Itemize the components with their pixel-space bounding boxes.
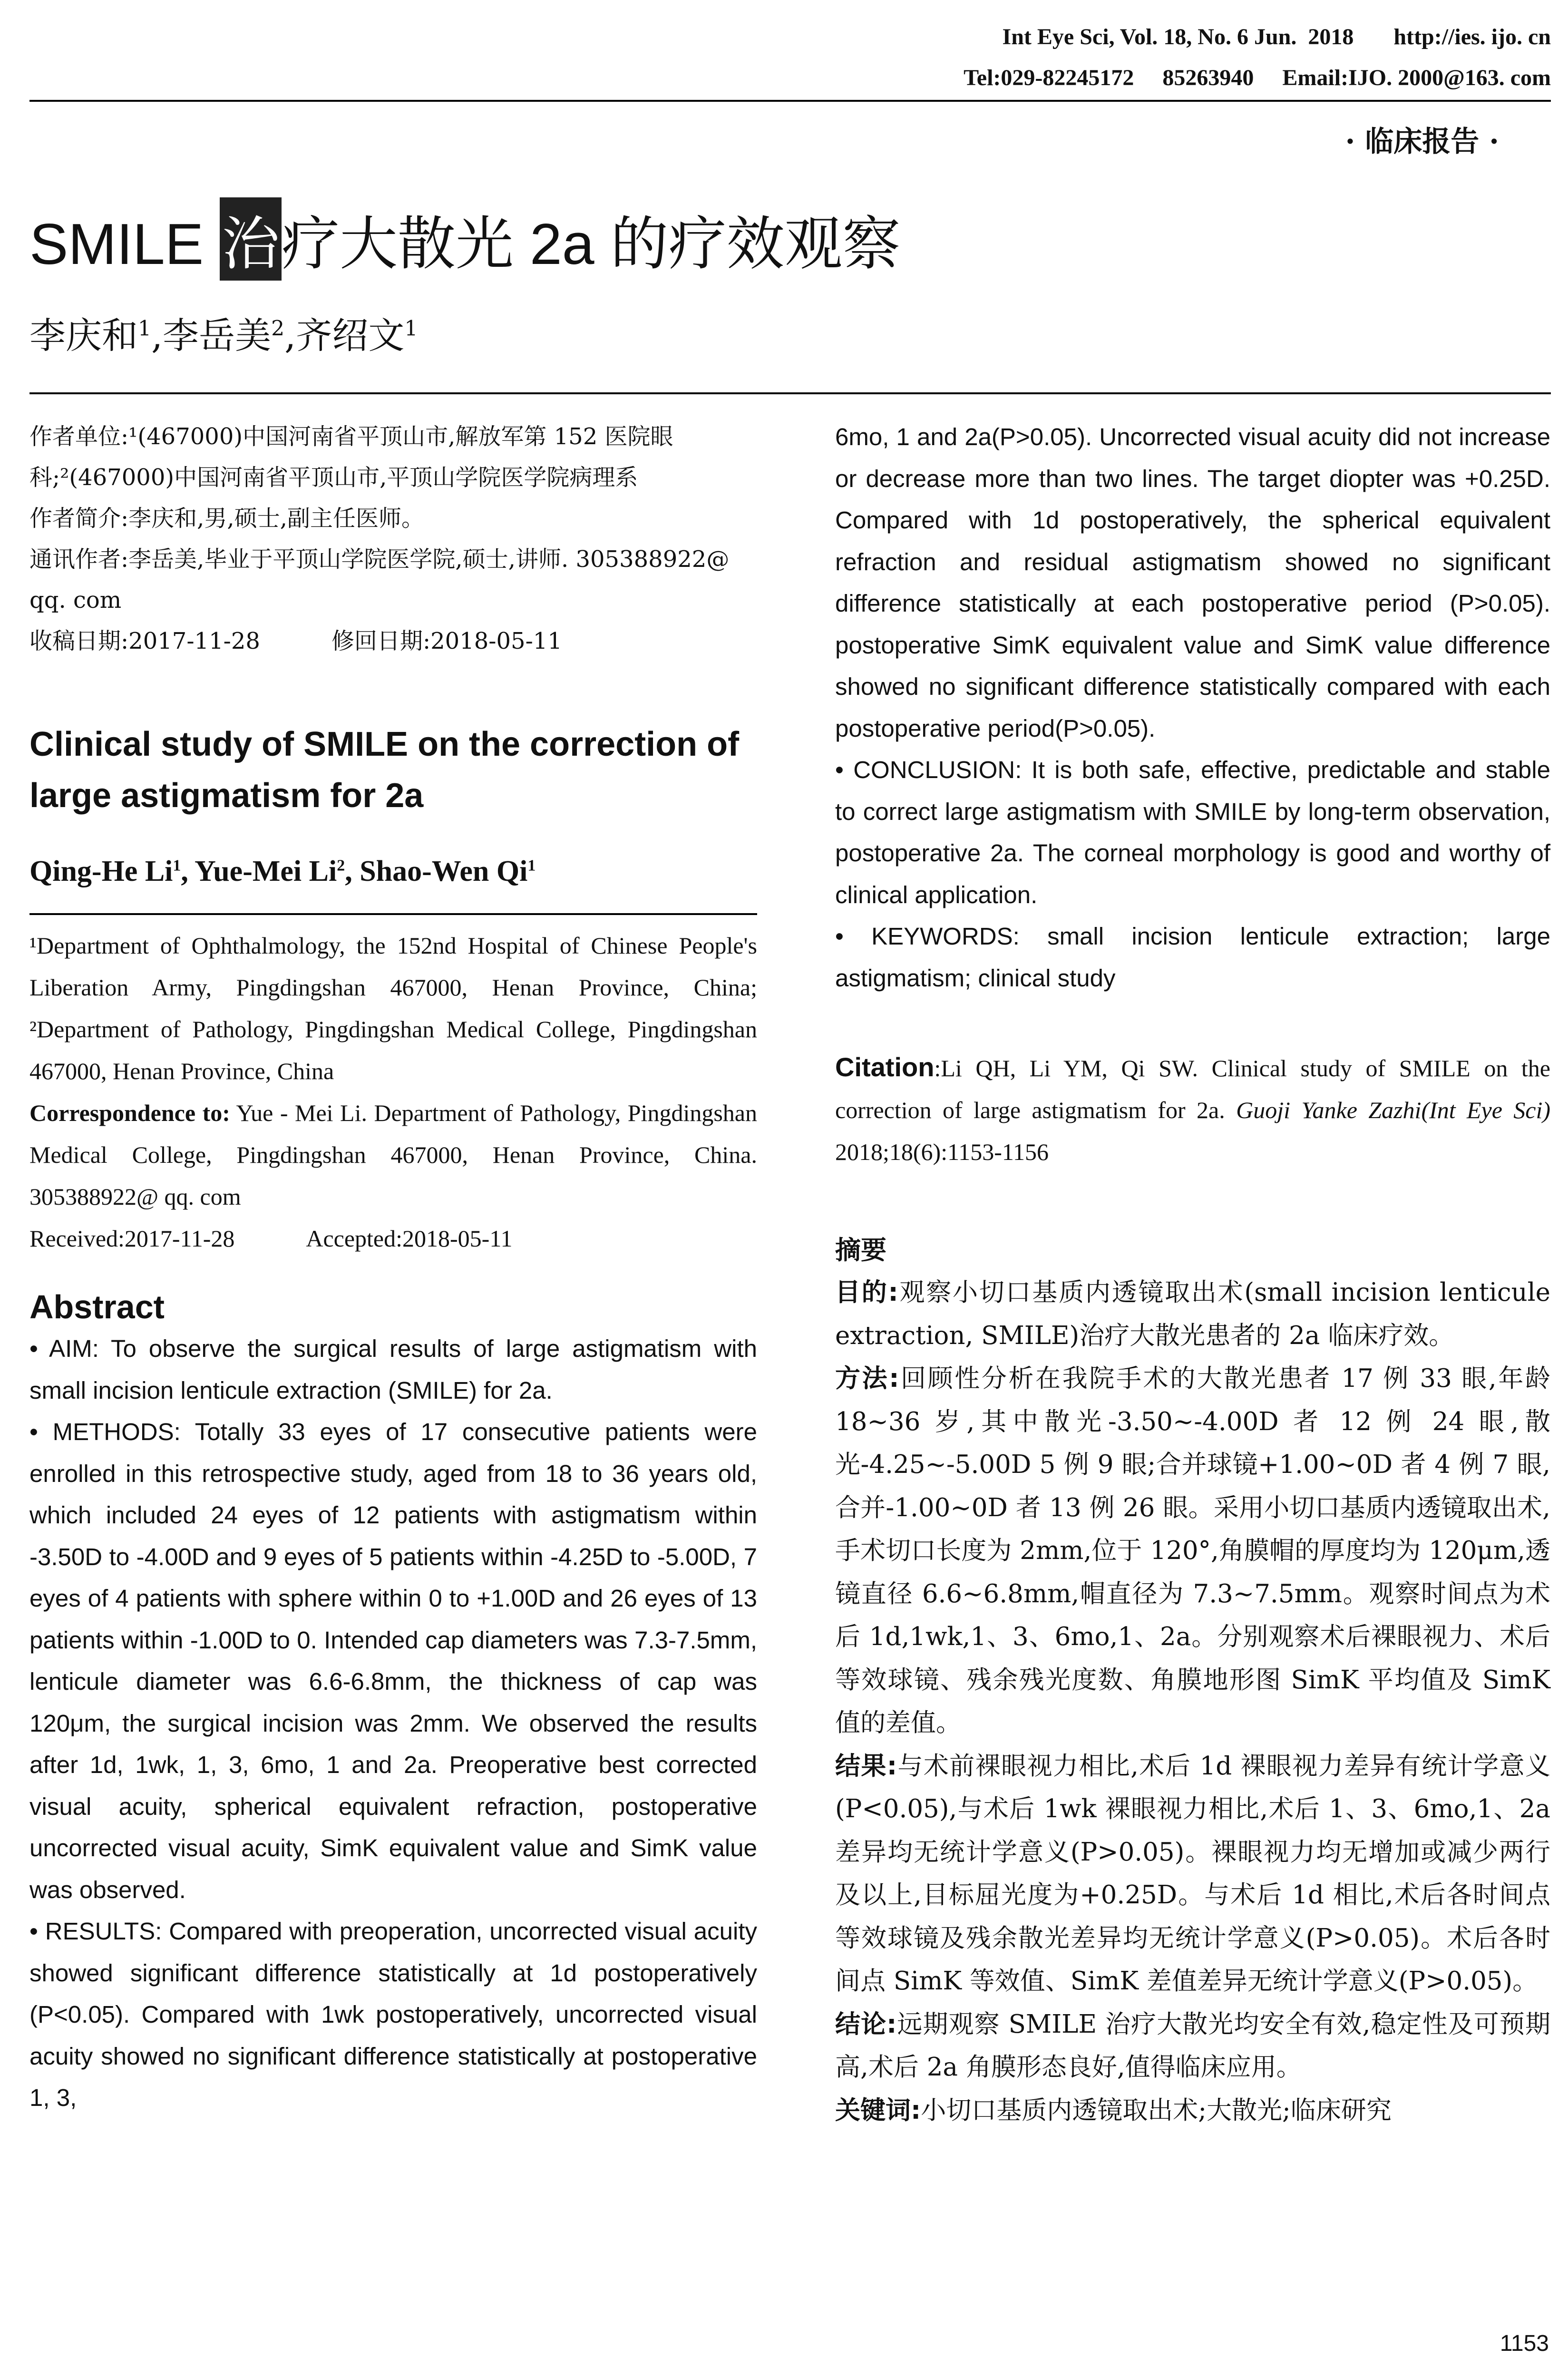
paper-title-cn — [29, 197, 901, 281]
author-name: 李庆和 — [29, 314, 138, 357]
title-part-2: 疗大散光 2a 的疗效观察 — [282, 212, 901, 276]
cn-abstract — [835, 1271, 1550, 2132]
received-date-cn: 收稿日期:2017-11-28 — [29, 628, 260, 654]
author-name: 李岳美 — [163, 314, 272, 357]
abstract-results-cont: 6mo, 1 and 2a(P>0.05). Uncorrected visual acuity did not increase or decrease more than two lines. The target diopter was +0.25D. Compared with 1d postoperatively, the spherical equivalent refraction and residual astigmatism showed no significant difference statistically at each postoperative period (P>0.05). postoperative SimK equivalent value and SimK value difference showed no significant difference statistically compared with each postoperative period(P>0.05). — [835, 423, 1550, 742]
author-sup-en: 1 — [173, 857, 181, 875]
author-sup-en: 2 — [337, 857, 345, 875]
correspondence-text: Yue - Mei Li. Department of Pathology, Pingdingshan Medical College, Pingdingshan 467000, Henan Province, China. 305388922@ qq. com — [29, 1100, 757, 1210]
author-name-en: Shao-Wen Qi — [360, 855, 528, 887]
cn-conclusion-label: 结论: — [835, 2009, 897, 2039]
correspondence-en — [29, 1092, 757, 1218]
cn-conclusion — [835, 2003, 1550, 2089]
authors-cn: 李庆和$^1$,李岳美$^2$,齐绍文$^1$ — [29, 314, 418, 357]
cn-abstract-heading: 摘要 — [835, 1235, 886, 1265]
author-name-en: Yue-Mei Li — [195, 855, 337, 887]
abstract-heading: Abstract — [29, 1288, 165, 1325]
affiliation-rule — [29, 913, 757, 915]
author-name-en: Qing-He Li — [29, 855, 173, 887]
cn-results-label: 结果: — [835, 1751, 897, 1781]
received-date-en: Received:2017-11-28 — [29, 1225, 235, 1252]
accepted-date-en: Accepted:2018-05-11 — [306, 1225, 513, 1252]
citation-journal: Guoji Yanke Zazhi(Int Eye Sci) — [1236, 1097, 1550, 1123]
correspondence-cn: 通讯作者:李岳美,毕业于平顶山学院医学院,硕士,讲师. 305388922@ qq. com — [29, 546, 730, 614]
affiliation-cn: 作者单位:¹(467000)中国河南省平顶山市,解放军第 152 医院眼科;²(467000)中国河南省平顶山市,平顶山学院医学院病理系 — [29, 423, 673, 491]
cn-results — [835, 1745, 1550, 2003]
abstract-conclusion: • CONCLUSION: It is both safe, effective, predictable and stable to correct large astigmatism with SMILE by long-term observation, postoperative 2a. The corneal morphology is good and worthy of clinical application. — [835, 756, 1550, 908]
citation-label: Citation — [835, 1052, 935, 1082]
abstract-results: • RESULTS: Compared with preoperation, uncorrected visual acuity showed significant difference statistically at 1d postoperatively (P<0.05). Compared with 1wk postoperatively, uncorrected visual acuity showed no significant difference statistically at postoperative 1, 3, — [29, 1918, 757, 2111]
cn-methods-text: 回顾性分析在我院手术的大散光患者 17 例 33 眼,年龄 18~36 岁,其中散光-3.50~-4.00D 者 12 例 24 眼,散光-4.25~-5.00D 5 例 9 眼;合并球镜+1.00~0D 者 4 例 7 眼,合并-1.00~0D 者 13 例 26 眼。采用小切口基质内透镜取出术,手术切口长度为 2mm,位于 120°,角膜帽的厚度均为 120μm,透镜直径 6.6~6.8mm,帽直径为 7.3~7.5mm。观察时间点为术后 1d,1wk,1、3、6mo,1、2a。分别观察术后裸眼视力、术后等效球镜、残余残光度数、角膜地形图 SimK 平均值及 SimK 值的差值。 — [835, 1364, 1550, 1737]
author-info-cn — [29, 416, 757, 662]
cn-keywords-text: 小切口基质内透镜取出术;大散光;临床研究 — [921, 2095, 1392, 2125]
cn-methods-label: 方法: — [835, 1364, 899, 1393]
author-sup: 1 — [138, 316, 151, 341]
dates-en — [29, 1218, 757, 1259]
header-rule — [29, 100, 1551, 102]
abstract-keywords: • KEYWORDS: small incision lenticule extraction; large astigmatism; clinical study — [835, 923, 1550, 992]
cn-keywords-label: 关键词: — [835, 2095, 921, 2125]
citation — [835, 1046, 1550, 1173]
author-name: 齐绍文 — [296, 314, 405, 357]
correspondence-label: Correspondence to: — [29, 1100, 230, 1126]
citation-tail: 2018;18(6):1153-1156 — [835, 1139, 1049, 1165]
citation-text: :Li QH, Li YM, Qi SW. Clinical study of SMILE on the correction of large astigmatism for 2a. — [835, 1055, 1550, 1123]
title-part-1: SMILE — [29, 212, 220, 276]
author-sup: 2 — [271, 316, 285, 341]
right-column — [835, 416, 1550, 2132]
cn-aim-text: 观察小切口基质内透镜取出术(small incision lenticule extraction, SMILE)治疗大散光患者的 2a 临床疗效。 — [835, 1278, 1550, 1350]
author-bio-cn: 作者简介:李庆和,男,硕士,副主任医师。 — [29, 505, 424, 532]
left-column — [29, 416, 757, 2119]
authors-en: Qing-He Li$^1$, Yue-Mei Li$^2$, Shao-Wen Qi$^1$ — [29, 855, 536, 887]
journal-header-line1: Int Eye Sci, Vol. 18, No. 6 Jun. 2018 http://ies. ijo. cn — [1002, 24, 1551, 49]
author-sup: 1 — [404, 316, 418, 341]
dates-cn — [29, 621, 757, 662]
section-tag: · 临床报告 · — [1345, 125, 1499, 158]
page-number: 1153 — [1500, 2331, 1549, 2356]
abstract-aim: • AIM: To observe the surgical results of large astigmatism with small incision lenticule extraction (SMILE) for 2a. — [29, 1335, 757, 1404]
cn-aim — [835, 1271, 1550, 1357]
cn-aim-label: 目的: — [835, 1278, 898, 1307]
journal-header-line2: Tel:029-82245172 85263940 Email:IJO. 2000@163. com — [964, 65, 1551, 90]
affiliations-en — [29, 925, 757, 1259]
departments-en: ¹Department of Ophthalmology, the 152nd Hospital of Chinese People's Liberation Army, Pingdingshan 467000, Henan Province, China; ²Department of Pathology, Pingdingshan Medical College, Pingdingshan 467000, Henan Province, China — [29, 932, 757, 1084]
abstract-en-part1 — [29, 1328, 757, 2119]
abstract-en-part2 — [835, 416, 1550, 999]
cn-methods — [835, 1357, 1550, 1745]
cn-results-text: 与术前裸眼视力相比,术后 1d 裸眼视力差异有统计学意义(P<0.05),与术后 1wk 裸眼视力相比,术后 1、3、6mo,1、2a 差异均无统计学意义(P>0.05)。裸眼视力均无增加或减少两行及以上,目标屈光度为+0.25D。与术后 1d 相比,术后各时间点等效球镜及残余散光差异均无统计学意义(P>0.05)。术后各时间点 SimK 等效值、SimK 差值差异无统计学意义(P>0.05)。 — [835, 1751, 1550, 1996]
author-sup-en: 1 — [527, 857, 536, 875]
title-highlight-char: 治 — [220, 197, 282, 281]
cn-keywords — [835, 2089, 1550, 2133]
cn-conclusion-text: 远期观察 SMILE 治疗大散光均安全有效,稳定性及可预期高,术后 2a 角膜形态良好,值得临床应用。 — [835, 2009, 1550, 2082]
revised-date-cn: 修回日期:2018-05-11 — [331, 628, 562, 654]
title-rule — [29, 392, 1551, 394]
abstract-methods: • METHODS: Totally 33 eyes of 17 consecutive patients were enrolled in this retrospective study, aged from 18 to 36 years old, which included 24 eyes of 12 patients with astigmatism within -3.50D to -4.00D and 9 eyes of 5 patients within -4.25D to -5.00D, 7 eyes of 4 patients with sphere within 0 to +1.00D and 26 eyes of 13 patients within -1.00D to 0. Intended cap diameters was 7.3-7.5mm, lenticule diameter was 6.6-6.8mm, the thickness of cap was 120μm, the surgical incision was 2mm. We observed the results after 1d, 1wk, 1, 3, 6mo, 1 and 2a. Preoperative best corrected visual acuity, spherical equivalent refraction, postoperative uncorrected visual acuity, SimK equivalent value and SimK value was observed. — [29, 1418, 757, 1903]
paper-title-en: Clinical study of SMILE on the correction of large astigmatism for 2a — [29, 725, 740, 815]
